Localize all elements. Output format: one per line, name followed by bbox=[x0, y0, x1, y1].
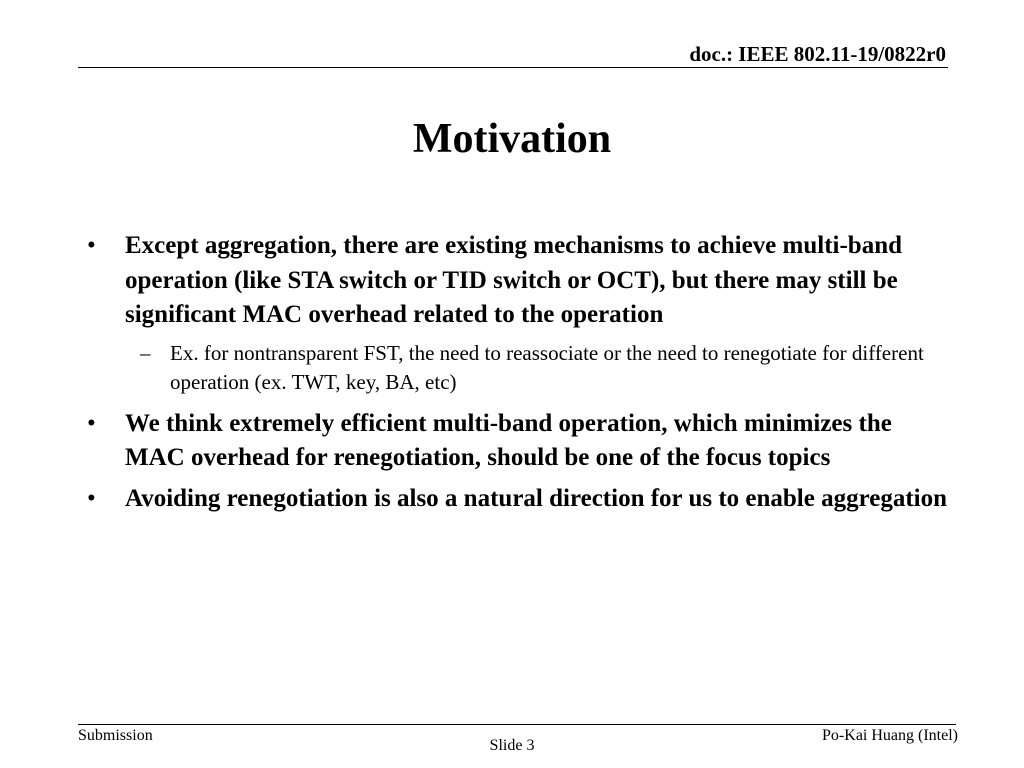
bullet-marker: • bbox=[87, 484, 96, 512]
slide-content bbox=[84, 229, 954, 522]
bullet-item-2 bbox=[84, 407, 954, 476]
sub-bullet-item-1 bbox=[84, 339, 954, 397]
footer-divider bbox=[78, 724, 956, 725]
bullet-item-1 bbox=[84, 229, 954, 333]
sub-bullet-text: Ex. for nontransparent FST, the need to reassociate or the need to renegotiate for different operation (ex. TWT, key, BA, etc) bbox=[170, 340, 924, 394]
slide-number: Slide 3 bbox=[489, 737, 535, 754]
bullet-marker: • bbox=[87, 232, 96, 259]
bullet-item-3 bbox=[84, 482, 954, 517]
bullet-text: We think extremely efficient multi-band operation, which minimizes the MAC overhead for renegotiation, should be one of the focus topics bbox=[125, 409, 892, 471]
sub-bullet-marker: – bbox=[140, 340, 151, 365]
header-divider bbox=[78, 67, 948, 68]
doc-id-header: doc.: IEEE 802.11-19/0822r0 bbox=[689, 42, 946, 66]
slide-title: Motivation bbox=[412, 116, 612, 162]
footer-submission: Submission bbox=[78, 727, 153, 744]
footer-author: Po-Kai Huang (Intel) bbox=[822, 727, 958, 744]
bullet-marker: • bbox=[87, 409, 96, 437]
bullet-text: Avoiding renegotiation is also a natural direction for us to enable aggregation bbox=[125, 484, 948, 512]
bullet-text: Except aggregation, there are existing mechanisms to achieve multi-band operation (like STA switch or TID switch or OCT), but there may still be significant MAC overhead related to the operation bbox=[125, 232, 903, 328]
